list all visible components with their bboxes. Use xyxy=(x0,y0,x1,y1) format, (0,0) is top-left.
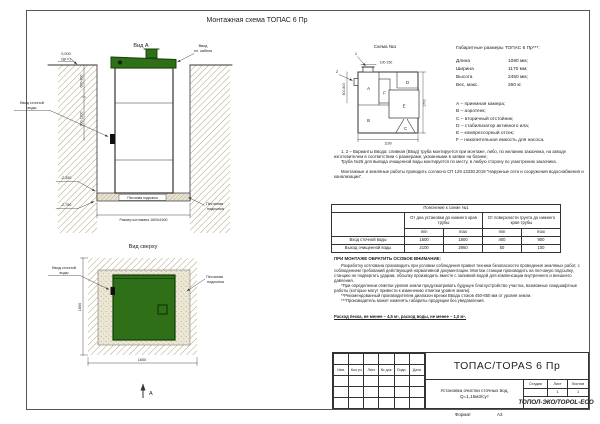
attention-paragraph: Разработку котлована производить при условии соблюдения правил техники безопасности проведения земляных работ, с соблюдением требований действующей нормативной документации. Монтаж станции производить на песчаную подсыпку, станцию не подвергать ударам, обсыпку производить вместе с заливкой водой для компенсации внутреннего и внешнего давления. xyxy=(334,263,580,283)
lid-vent-dot xyxy=(118,61,122,65)
legend-item: С – вторичный отстойник; xyxy=(456,116,514,122)
sand-strip-label: Песчаная подсыпка xyxy=(127,196,158,200)
schema-callout-2: 2 xyxy=(335,69,339,74)
dim-lower-depth: 900-1200 xyxy=(79,111,84,127)
installation-notes xyxy=(334,150,590,180)
schema-explanation-table xyxy=(331,204,561,253)
table-row: Выход очищенной воды 2100 2950 50 100 xyxy=(332,245,561,253)
legend-item: А – приемная камера; xyxy=(456,102,506,107)
table-title: Пояснение к схеме №1 xyxy=(332,205,561,213)
top-view-drawing xyxy=(48,244,225,398)
schema-dim-left: 600-800 xyxy=(342,82,346,96)
spec-row: Вес, макс. 260 кг. xyxy=(456,83,522,88)
document-description: Установка очистки сточных вод, Q=1,15м3/сут xyxy=(426,380,524,408)
elev-top: -2,300 xyxy=(60,176,72,180)
attention-heading: ПРИ МОНТАЖЕ ОБРАТИТЬ ОСОБОЕ ВНИМАНИЕ: xyxy=(334,256,442,261)
tank-chimney xyxy=(146,49,157,58)
schema-dim-right: 1700 xyxy=(422,99,427,107)
attention-note-1: *При определении отметки уровня земли предусматривать будущее благоустройство участка, возможные ландшафтные работы (которые могут привести к изменению отметки уровня земли). xyxy=(334,283,578,293)
plan-inlet-label-2: воды xyxy=(59,271,69,275)
compartment-d: D xyxy=(405,80,410,85)
col-group-surface: От поверхности грунта до нижнего края трубы xyxy=(482,213,560,229)
format-note xyxy=(455,412,575,417)
view-a-title: Вид А xyxy=(133,43,149,49)
plan-dim-left: 1600 xyxy=(78,302,82,312)
col-min: min xyxy=(405,229,444,237)
inlet-stub-plan xyxy=(111,287,116,295)
sheet-label: Лист xyxy=(548,380,568,389)
note-sp-standard: Монтажные и земляные работы проводить согласно СП 129.13330.2019 "Наружные сети и сооружения водоснабжения и канализации". xyxy=(334,168,584,179)
col-max: max xyxy=(444,229,483,237)
view-direction-label: А xyxy=(149,391,153,397)
plan-inlet-label-1: Ввод сточной xyxy=(52,266,76,270)
document-title: ТОПАС/TOPAS 6 Пр xyxy=(426,353,588,380)
col-group-bottom: От дна установки до нижнего края трубы xyxy=(405,213,483,229)
legend-item: В – аэротенк; xyxy=(456,109,486,115)
elev-bottom: -2,750 xyxy=(60,203,72,207)
legend-item: F – накопительная емкость для насоса. xyxy=(456,138,545,144)
zero-level-sub: (ур.з.) xyxy=(61,57,71,61)
attention-block xyxy=(334,256,590,319)
schema-1-drawing xyxy=(336,44,427,146)
consumption-note: Расход песка, не менее – 4,5 м³, расход воды, не менее – 1,0 м³. xyxy=(334,314,467,319)
sand-callout-1: Песчаная xyxy=(206,202,224,206)
format-value: А3 xyxy=(497,412,503,417)
pit-size-dim: Размер котлована 1600х1600 xyxy=(119,218,168,222)
view-a-drawing xyxy=(14,43,232,233)
stage-label: Стадия xyxy=(524,380,548,389)
cable-entry-label-2: эл. кабеля xyxy=(193,49,213,53)
stage-value xyxy=(524,389,548,398)
dim-inlet-depth: 600-800 xyxy=(79,74,84,88)
legend-item: Е – компрессорный отсек; xyxy=(456,131,515,137)
table-row: Вход сточной воды 1500 1800 400 900 xyxy=(332,237,561,245)
overall-dimensions-panel xyxy=(456,46,590,145)
title-block xyxy=(332,352,594,409)
spec-row: Высота 2450 мм; xyxy=(456,75,528,80)
tank-lid-plan xyxy=(113,275,175,340)
company-name: ТОПОЛ-ЭКО/TOPOL-ECO xyxy=(518,399,594,406)
schema-dim-top: 100-150 xyxy=(379,60,393,65)
compartment-legend xyxy=(456,101,590,145)
page-title: Монтажная схема ТОПАС 6 Пр xyxy=(206,17,308,24)
tank-body xyxy=(115,68,173,193)
spec-row: Ширина 1170 мм; xyxy=(456,67,528,72)
schema-callout-1: 1 xyxy=(354,51,358,56)
ground-hatch-left xyxy=(58,65,97,233)
schema-dim-bottom: 1100 xyxy=(384,141,392,146)
note-pipe25: Труба №25 для вывода очищенной воды монтируется по месту, в любую сторону по усмотрению заказчика. xyxy=(341,158,557,164)
inlet-label-2: воды xyxy=(27,106,37,110)
dimensions-title: Габаритные размеры ТОПАС 6 Пр***: xyxy=(456,46,540,51)
spec-row: Длина 1080 мм; xyxy=(456,59,528,64)
format-label: Формат xyxy=(455,412,471,417)
col-max: max xyxy=(521,229,560,237)
sheet-meta-grid xyxy=(524,380,588,397)
note-variants: 1, 2 – Варианты Ввода: сливная (Ввод) труба монтируется при монтаже, либо, по желанию заказчика, на заводе изготовителем в соответствии с размерами, указанными в заявке на бланке; xyxy=(334,149,566,159)
revision-grid: Изм. Кол.уч Лист № док. Подп. Дата xyxy=(333,353,425,409)
top-view-title: Вид сверху xyxy=(128,244,158,250)
attention-note-2: **Рекомендованный производителем диапазон врезки Ввода стоков 450-650 мм от уровня земли. xyxy=(341,293,532,298)
legend-item: D – стабилизатор активного ила; xyxy=(456,123,530,129)
plan-dim-bottom: 1600 xyxy=(137,358,147,362)
compartment-f: F xyxy=(383,90,386,96)
inlet-stub-section xyxy=(110,134,115,144)
sheet-value: 1 xyxy=(548,389,568,398)
plan-sand-label-1: Песчаная xyxy=(206,275,224,279)
schema-title: Схема №1 xyxy=(373,44,397,49)
col-min: min xyxy=(482,229,521,237)
schema-side-inlet xyxy=(354,79,358,86)
compartment-b: B xyxy=(367,118,370,123)
compartment-e: E xyxy=(402,103,406,109)
compartment-a: A xyxy=(367,86,370,91)
compartment-c: C xyxy=(403,126,408,131)
sand-callout-2: подсыпка xyxy=(207,207,224,211)
attention-note-3: ***Производитель может изменять габариты продукции без уведомления. xyxy=(341,298,485,303)
inlet-label-1: Ввод сточной xyxy=(20,101,44,105)
plan-sand-label-2: подсыпка xyxy=(207,280,224,284)
cable-entry-label-1: Ввод xyxy=(198,44,208,48)
sheets-label: Листов xyxy=(568,380,588,389)
schema-top-inlet xyxy=(363,67,373,72)
sheets-value: 1 xyxy=(568,389,588,398)
zero-level: 0,000 xyxy=(61,52,71,56)
